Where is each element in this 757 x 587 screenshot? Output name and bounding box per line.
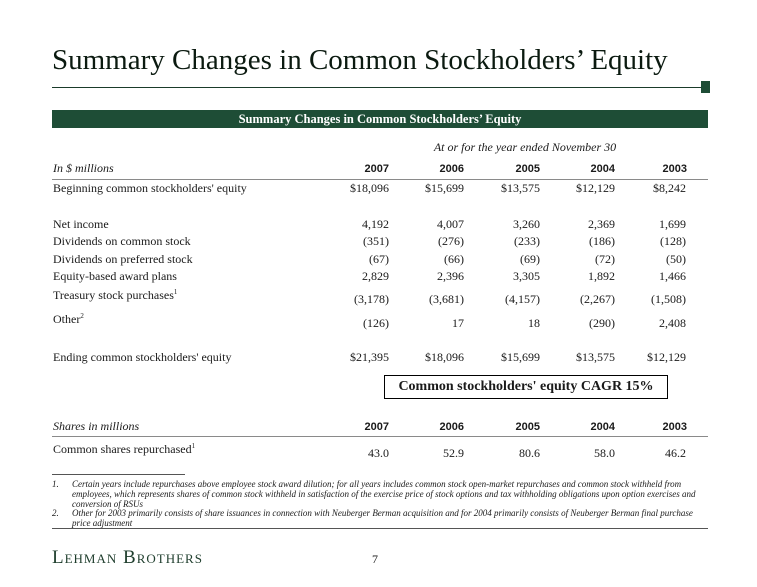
cell-2007: (3,178) (354, 292, 389, 306)
row-label: Net income (53, 217, 109, 231)
cell-2005: 18 (528, 316, 540, 330)
cell-2006: (276) (438, 234, 464, 248)
cell-2005: (69) (520, 252, 540, 266)
cell-2005: 3,260 (513, 217, 540, 231)
footnote-text: Other for 2003 primarily consists of share issuances in connection with Neuberger Berman acquisition and for 2004 primarily consists of Neuberger Berman final purchase price adjustment (72, 508, 693, 528)
year-col-4: 2004 (590, 421, 615, 433)
cell-2006: 4,007 (437, 217, 464, 231)
cell-2007: (126) (363, 316, 389, 330)
year-col-1: 2007 (364, 421, 389, 433)
cell-2003: 2,408 (659, 316, 686, 330)
table-row (0, 234, 757, 250)
cell-2006: 17 (452, 316, 464, 330)
cell-2006: (3,681) (429, 292, 464, 306)
cell-2005: 80.6 (519, 446, 540, 460)
row-label: Equity-based award plans (53, 269, 177, 283)
cell-2003: (128) (660, 234, 686, 248)
cagr-callout: Common stockholders' equity CAGR 15% (384, 375, 668, 399)
cell-2003: 46.2 (665, 446, 686, 460)
cell-2006: 52.9 (443, 446, 464, 460)
row-label: Other$^2$ (53, 312, 84, 326)
title-accent-square (701, 81, 710, 93)
cell-2003: 1,699 (659, 217, 686, 231)
cell-2006: $18,096 (425, 350, 464, 364)
cell-2006: 2,396 (437, 269, 464, 283)
table-row (0, 217, 757, 233)
shares-units-label: Shares in millions (53, 419, 140, 433)
footnote-marker: 1 (173, 288, 178, 296)
footnote-number: 1. (52, 479, 59, 489)
year-col-1: 2007 (364, 163, 389, 175)
period-label: At or for the year ended November 30 (433, 140, 617, 154)
year-col-5: 2003 (662, 163, 687, 175)
company-logo: Lehman Brothers (52, 547, 203, 568)
cell-2007: 2,829 (362, 269, 389, 283)
table-row (0, 442, 757, 462)
cell-2004: (2,267) (580, 292, 615, 306)
table-row (0, 181, 757, 197)
year-col-5: 2003 (662, 421, 687, 433)
year-col-2: 2006 (439, 421, 464, 433)
cell-2003: 1,466 (659, 269, 686, 283)
cell-2004: (72) (595, 252, 615, 266)
shares-header-rule (52, 436, 708, 437)
table-row (0, 312, 757, 332)
slide-title: Summary Changes in Common Stockholders’ Equity (52, 44, 668, 76)
cell-2007: (351) (363, 234, 389, 248)
cell-2007: $18,096 (350, 181, 389, 195)
cell-2004: 58.0 (594, 446, 615, 460)
footnote-2 (52, 508, 708, 528)
year-col-2: 2006 (439, 163, 464, 175)
equity-units-label: In $ millions (53, 161, 114, 175)
cell-2004: $12,129 (576, 181, 615, 195)
cell-2006: $15,699 (425, 181, 464, 195)
table-banner: Summary Changes in Common Stockholders’ Equity (52, 110, 708, 128)
row-label: Ending common stockholders' equity (53, 350, 232, 364)
bottom-rule (52, 528, 708, 529)
footnote-marker: 2 (80, 312, 84, 320)
equity-year-header (0, 163, 757, 179)
row-label: Beginning common stockholders' equity (53, 181, 247, 195)
cell-2005: $13,575 (501, 181, 540, 195)
footnote-marker: 1 (191, 442, 196, 450)
cell-2005: (233) (514, 234, 540, 248)
row-label: Treasury stock purchases$^1$ (53, 288, 178, 302)
year-col-4: 2004 (590, 163, 615, 175)
shares-year-header (0, 421, 757, 437)
footnote-separator (52, 474, 185, 475)
footnote-text: Certain years include repurchases above employee stock award dilution; for all years includes common stock open-market repurchases and common stock withheld from employees, which represents shares of common stock withheld in satisfaction of the exercise price of stock options and tax withholding obligations upon option exercises and conversion of RSUs (72, 479, 696, 509)
cell-2005: 3,305 (513, 269, 540, 283)
cell-2004: $13,575 (576, 350, 615, 364)
title-underline (52, 87, 701, 88)
cell-2003: $8,242 (653, 181, 686, 195)
cell-2004: (186) (589, 234, 615, 248)
cell-2003: (50) (666, 252, 686, 266)
cell-2003: $12,129 (647, 350, 686, 364)
cell-2003: (1,508) (651, 292, 686, 306)
footnote-1 (52, 479, 708, 509)
table-row (0, 269, 757, 285)
cell-2007: (67) (369, 252, 389, 266)
page-number: 7 (372, 552, 378, 566)
cell-2007: 43.0 (368, 446, 389, 460)
cell-2004: 1,892 (588, 269, 615, 283)
cell-2006: (66) (444, 252, 464, 266)
cell-2004: (290) (589, 316, 615, 330)
table-row (0, 288, 757, 308)
cell-2005: $15,699 (501, 350, 540, 364)
year-col-3: 2005 (515, 163, 540, 175)
row-label: Dividends on preferred stock (53, 252, 193, 266)
footnote-number: 2. (52, 508, 59, 518)
cell-2007: $21,395 (350, 350, 389, 364)
table-row (0, 252, 757, 268)
cell-2004: 2,369 (588, 217, 615, 231)
equity-header-rule (52, 179, 708, 180)
table-row (0, 350, 757, 366)
cell-2007: 4,192 (362, 217, 389, 231)
row-label: Dividends on common stock (53, 234, 191, 248)
cell-2005: (4,157) (505, 292, 540, 306)
year-col-3: 2005 (515, 421, 540, 433)
row-label: Common shares repurchased$^1$ (53, 442, 196, 456)
